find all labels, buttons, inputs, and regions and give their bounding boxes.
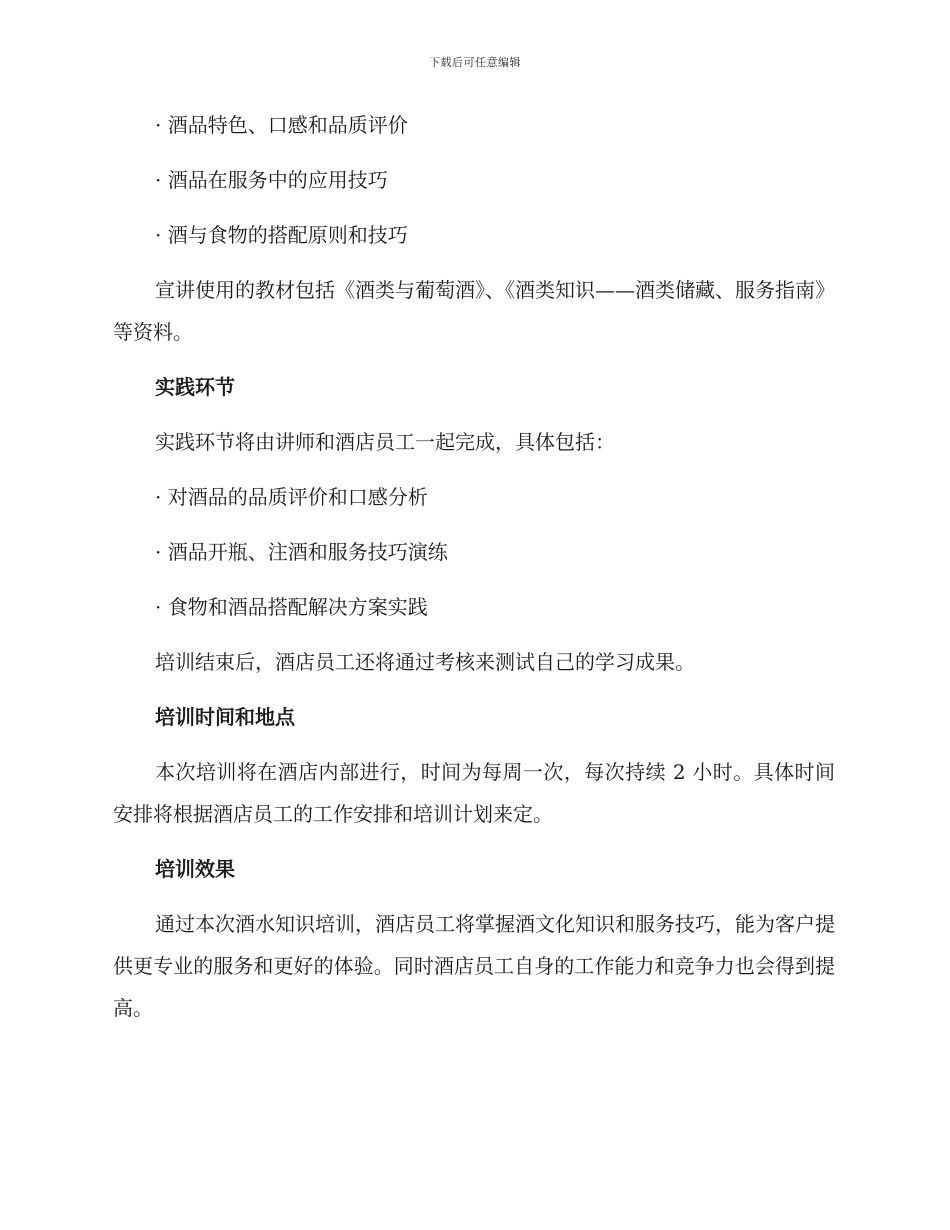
effect-paragraph: 通过本次酒水知识培训，酒店员工将掌握酒文化知识和服务技巧，能为客户提供更专业的服务和更好的体验。同时酒店员工自身的工作能力和竞争力也会得到提高。 bbox=[113, 912, 835, 1020]
time-place-heading: 培训时间和地点 bbox=[155, 705, 295, 729]
practice-closing: 培训结束后，酒店员工还将通过考核来测试自己的学习成果。 bbox=[155, 650, 695, 674]
list-item: · 酒与食物的搭配原则和技巧 bbox=[155, 223, 408, 247]
effect-heading: 培训效果 bbox=[155, 857, 235, 881]
document-body bbox=[113, 104, 835, 1042]
list-item: · 对酒品的品质评价和口感分析 bbox=[155, 485, 428, 509]
list-item: · 酒品特色、口感和品质评价 bbox=[155, 113, 408, 137]
list-item: · 酒品在服务中的应用技巧 bbox=[155, 168, 388, 192]
list-item: · 食物和酒品搭配解决方案实践 bbox=[155, 595, 428, 619]
practice-intro: 实践环节将由讲师和酒店员工一起完成，具体包括： bbox=[155, 430, 615, 454]
time-place-paragraph: 本次培训将在酒店内部进行，时间为每周一次，每次持续 2 小时。具体时间安排将根据酒店员工的工作安排和培训计划来定。 bbox=[113, 760, 835, 826]
page-header-note: 下载后可任意编辑 bbox=[429, 56, 521, 69]
materials-paragraph: 宣讲使用的教材包括《酒类与葡萄酒》、《酒类知识——酒类储藏、服务指南》等资料。 bbox=[113, 278, 835, 344]
practice-heading: 实践环节 bbox=[155, 375, 235, 399]
list-item: · 酒品开瓶、注酒和服务技巧演练 bbox=[155, 540, 448, 564]
